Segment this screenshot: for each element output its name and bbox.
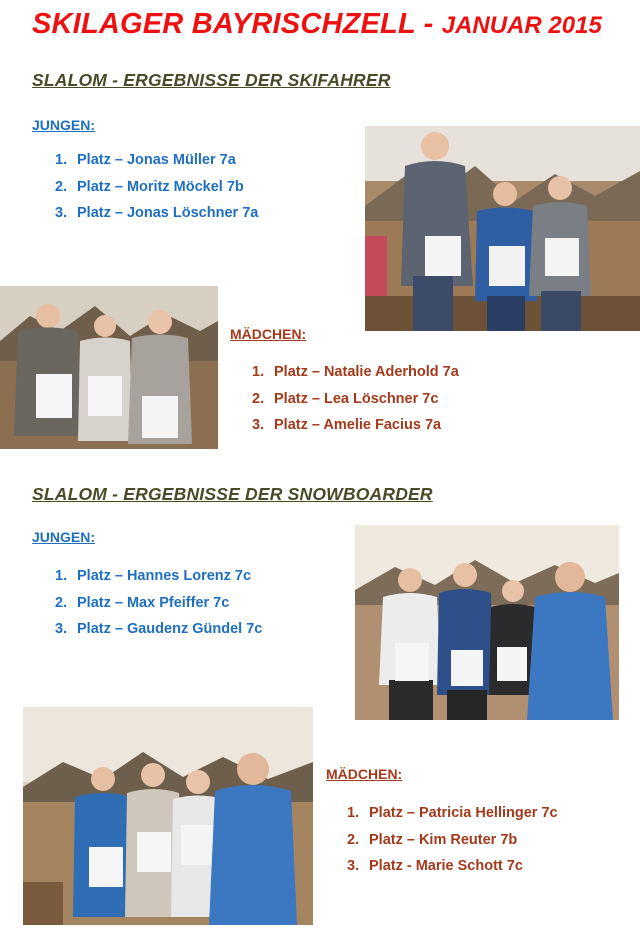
list-item: 1. Platz – Natalie Aderhold 7a bbox=[252, 364, 459, 380]
list-item: 1. Platz – Jonas Müller 7a bbox=[55, 152, 236, 168]
section-heading-snowboarder: SLALOM - ERGEBNISSE DER SNOWBOARDER bbox=[32, 484, 433, 504]
photo-snowboard-girls bbox=[23, 707, 313, 925]
list-item: 2. Platz – Kim Reuter 7b bbox=[347, 831, 518, 848]
photo-ski-boys bbox=[365, 126, 640, 331]
list-item: 1. Platz – Hannes Lorenz 7c bbox=[55, 568, 252, 584]
group-label-ski-boys: JUNGEN: bbox=[32, 117, 96, 133]
list-item: 2. Platz – Max Pfeiffer 7c bbox=[55, 594, 230, 611]
title-date: JANUAR 2015 bbox=[441, 12, 602, 39]
title-main: SKILAGER BAYRISCHZELL - bbox=[32, 8, 442, 40]
list-item: 3. Platz - Marie Schott 7c bbox=[347, 858, 523, 874]
group-label-snowboard-boys: JUNGEN: bbox=[32, 529, 96, 545]
photo-snowboard-boys bbox=[355, 525, 619, 720]
list-item: 3. Platz – Gaudenz Gündel 7c bbox=[55, 621, 263, 637]
list-item: 3. Platz – Jonas Löschner 7a bbox=[55, 205, 259, 221]
photo-ski-girls bbox=[0, 286, 218, 449]
list-item: 2. Platz – Moritz Möckel 7b bbox=[55, 178, 244, 195]
section-heading-skifahrer: SLALOM - ERGEBNISSE DER SKIFAHRER bbox=[32, 70, 391, 90]
group-label-snowboard-girls: MÄDCHEN: bbox=[326, 766, 403, 782]
list-item: 2. Platz – Lea Löschner 7c bbox=[252, 390, 439, 407]
result-list-ski-girls bbox=[252, 359, 459, 439]
list-item: 3. Platz – Amelie Facius 7a bbox=[252, 417, 442, 433]
group-label-ski-girls: MÄDCHEN: bbox=[230, 326, 307, 342]
result-list-snowboard-girls bbox=[347, 800, 558, 880]
result-list-snowboard-boys bbox=[55, 563, 262, 643]
result-list-ski-boys bbox=[55, 147, 258, 227]
page-title bbox=[32, 6, 602, 47]
list-item: 1. Platz – Patricia Hellinger 7c bbox=[347, 805, 558, 821]
